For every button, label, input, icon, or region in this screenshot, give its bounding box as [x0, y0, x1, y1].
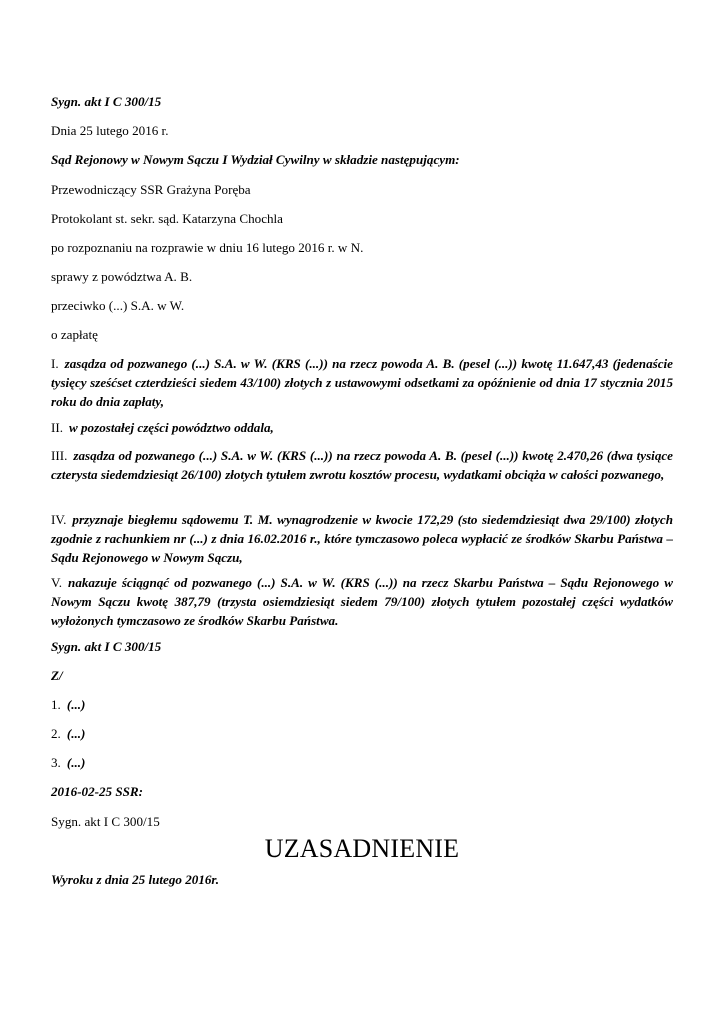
- ruling-number: III.: [51, 448, 68, 463]
- justification-title: UZASADNIENIE: [264, 834, 460, 863]
- ruling-text: zasądza od pozwanego (...) S.A. w W. (KRS (...)) na rzecz powoda A. B. (pesel (...)) kwotę 2.470,26 (dwa tysiące czterysta siedemdziesiąt 26/100) złotych tytułem zwrotu kosztów procesu, wydatkami obciąża w całości pozwanego,: [51, 448, 673, 482]
- ruling-text: nakazuje ściągnąć od pozwanego (...) S.A. w W. (KRS (...)) na rzecz Skarbu Państwa – Sądu Rejonowego w Nowym Sączu kwotę 387,79 (trzysta osiemdziesiąt siedem 79/100) złotych tytułem pozostałej części wydatków wyłożonych tymczasowo ze środków Skarbu Państwa.: [51, 575, 673, 628]
- ruling-number: V.: [51, 575, 63, 590]
- presiding-judge: Przewodniczący SSR Grażyna Poręba: [51, 182, 251, 197]
- order-item-number: 3.: [51, 755, 61, 770]
- judgment-date: Dnia 25 lutego 2016 r.: [51, 123, 169, 138]
- ruling-number: IV.: [51, 512, 67, 527]
- hearing-info: po rozpoznaniu na rozprawie w dniu 16 lutego 2016 r. w N.: [51, 240, 364, 255]
- ruling-item: [51, 354, 673, 411]
- case-signature-justification: Sygn. akt I C 300/15: [51, 814, 160, 829]
- ruling-item: [51, 418, 673, 437]
- ruling-text: w pozostałej części powództwo oddala,: [69, 420, 274, 435]
- order-heading: Z/: [51, 668, 63, 683]
- ruling-text: przyznaje biegłemu sądowemu T. M. wynagrodzenie w kwocie 172,29 (sto siedemdziesiąt dwa 29/100) złotych zgodnie z rachunkiem nr (...) z dnia 16.02.2016 r., które tymczasowo poleca wypłacić ze środków Skarbu Państwa – Sądu Rejonowego w Nowym Sączu,: [51, 512, 673, 565]
- order-item: [51, 724, 673, 743]
- order-item-number: 2.: [51, 726, 61, 741]
- judge-signature-line: 2016-02-25 SSR:: [51, 784, 144, 799]
- defendant-line: przeciwko (...) S.A. w W.: [51, 298, 185, 313]
- case-signature-top: Sygn. akt I C 300/15: [51, 94, 162, 109]
- ruling-number: I.: [51, 356, 59, 371]
- ruling-item: [51, 510, 673, 567]
- ruling-text: zasądza od pozwanego (...) S.A. w W. (KRS (...)) na rzecz powoda A. B. (pesel (...)) kwotę 11.647,43 (jedenaście tysięcy sześćset czterdzieści siedem 43/100) złotych z ustawowymi odsetkami za opóźnienie od dnia 17 stycznia 2015 roku do dnia zapłaty,: [51, 356, 673, 409]
- case-signature-order: Sygn. akt I C 300/15: [51, 639, 162, 654]
- order-item-number: 1.: [51, 697, 61, 712]
- court-clerk: Protokolant st. sekr. sąd. Katarzyna Chochla: [51, 211, 283, 226]
- case-subject: o zapłatę: [51, 327, 98, 342]
- order-item-text: (...): [66, 755, 86, 770]
- order-item: [51, 753, 673, 772]
- court-composition: Sąd Rejonowy w Nowym Sączu I Wydział Cywilny w składzie następującym:: [51, 152, 460, 167]
- order-item: [51, 695, 673, 714]
- ruling-item: [51, 446, 673, 484]
- order-item-text: (...): [66, 697, 86, 712]
- plaintiff-line: sprawy z powództwa A. B.: [51, 269, 193, 284]
- justification-subtitle: Wyroku z dnia 25 lutego 2016r.: [51, 872, 220, 887]
- ruling-item: [51, 573, 673, 630]
- order-item-text: (...): [66, 726, 86, 741]
- ruling-number: II.: [51, 420, 63, 435]
